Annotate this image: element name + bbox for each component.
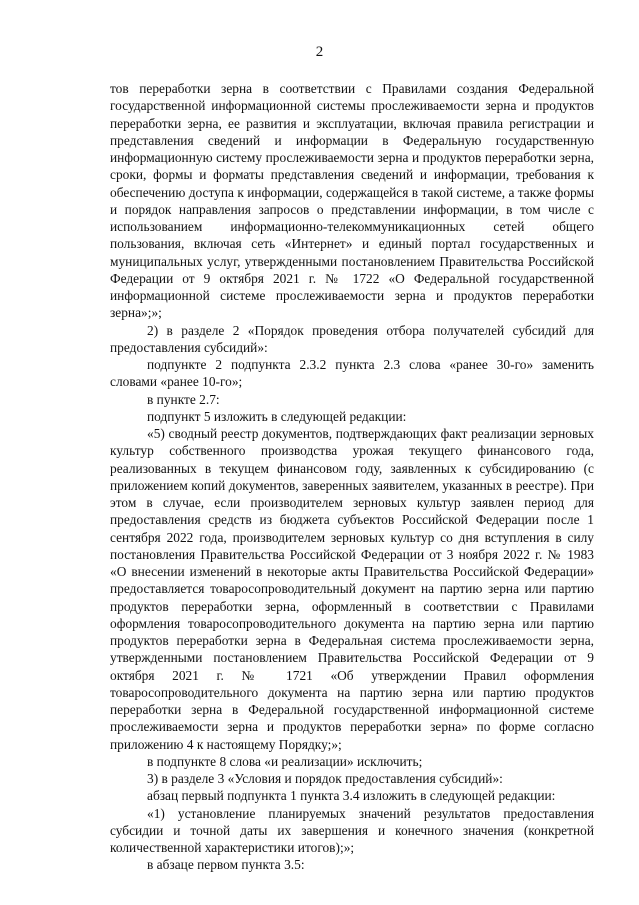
paragraph: в пункте 2.7: [147,391,220,407]
paragraph: в подпункте 8 слова «и реализации» исключить; [147,753,423,769]
paragraph: «1) установление планируемых значений результатов предоставления субсидии и точной даты их завершения и конечного значения (конкретной количественной характеристики итогов);»; [110,805,594,855]
document-body [110,80,594,874]
paragraph: 2) в разделе 2 «Порядок проведения отбора получателей субсидий для предоставления субсидий»: [110,322,594,355]
paragraph: тов переработки зерна в соответствии с Правилами создания Федеральной государственной информационной системы прослеживаемости зерна и продуктов переработки зерна, ее развития и эксплуатации, включая правила регистрации и представления сведений и информации в Федеральную государственную информационную систему прослеживаемости зерна и продуктов переработки зерна, сроки, формы и форматы представления сведений и информации, требования к обеспечению доступа к информации, содержащейся в такой системе, а также формы и порядок направления запросов о представлении информации, в том числе с использованием информационно-телекоммуникационных сетей общего пользования, включая сеть «Интернет» и единый портал государственных и муниципальных услуг, утвержденными постановлением Правительства Российской Федерации от 9 октября 2021 г. № 1722 «О Федеральной государственной информационной системе прослеживаемости зерна и продуктов переработки зерна»;»; [110,81,594,321]
paragraph: «5) сводный реестр документов, подтверждающих факт реализации зерновых культур собственного производства урожая текущего финансового года, реализованных в текущем финансовом году, заявленных к субсидированию (с приложением копий документов, заверенных заявителем, указанных в реестре). При этом в случае, если производителем зерновых культур заявлен период для предоставления средств из бюджета субъектов Российской Федерации после 1 сентября 2022 года, производителем зерновых культур со дня вступления в силу постановления Правительства Российской Федерации от 3 ноября 2022 г. № 1983 «О внесении изменений в некоторые акты Правительства Российской Федерации» предоставляется товаросопроводительный документ на партию зерна или партию продуктов переработки зерна, оформленный в соответствии с Правилами оформления товаросопроводительного документа на партию зерна или партию продуктов переработки зерна в Федеральная система прослеживаемости зерна, утвержденными постановлением Правительства Российской Федерации от 9 октября 2021 г. № 1721 «Об утверждении Правил оформления товаросопроводительного документа на партию зерна или партию продуктов переработки зерна в Федеральной государственной информационной системе прослеживаемости зерна и продуктов переработки зерна» по форме согласно приложению 4 к настоящему Порядку;»; [110,426,594,752]
paragraph: в абзаце первом пункта 3.5: [147,857,305,873]
paragraph: подпункт 5 изложить в следующей редакции: [147,408,407,424]
page-number: 2 [315,44,324,60]
paragraph: 3) в разделе 3 «Условия и порядок предоставления субсидий»: [147,771,503,786]
paragraph: абзац первый подпункта 1 пункта 3.4 изложить в следующей редакции: [147,788,556,804]
paragraph: подпункте 2 подпункта 2.3.2 пункта 2.3 слова «ранее 30-го» заменить словами «ранее 10-го»; [110,357,594,390]
